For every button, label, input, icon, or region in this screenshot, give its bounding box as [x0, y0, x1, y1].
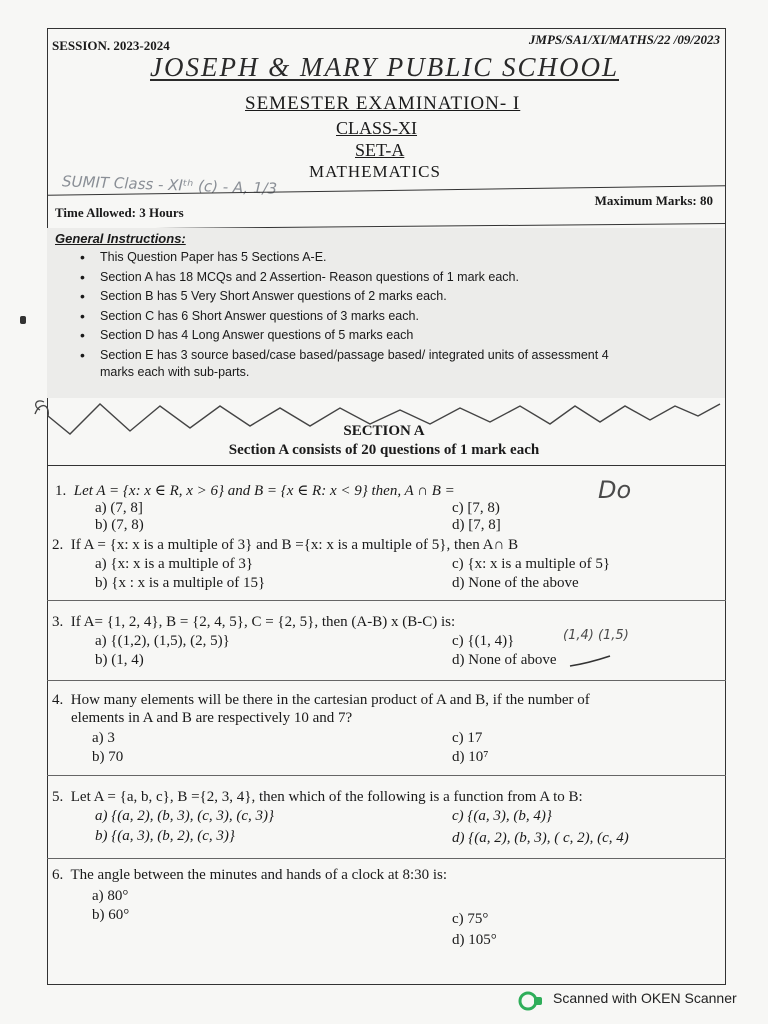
- student-handwriting: SUMIT Class - XIᵗʰ (c) - A, 1/3: [61, 172, 278, 198]
- instructions-title: General Instructions:: [55, 231, 186, 246]
- divider: [47, 680, 726, 681]
- school-name: JOSEPH & MARY PUBLIC SCHOOL: [150, 52, 619, 82]
- q2-option-d: d) None of the above: [452, 575, 579, 591]
- class-label: CLASS-XI: [336, 118, 418, 138]
- q3-option-a: a) {(1,2), (1,5), (2, 5)}: [95, 633, 230, 649]
- q1-option-c: c) [7, 8): [452, 500, 500, 516]
- handwritten-note: (1,4) (1,5): [563, 628, 629, 643]
- paper-code: JMPS/SA1/XI/MATHS/22 /09/2023: [528, 32, 720, 47]
- question-3: 3. If A= {1, 2, 4}, B = {2, 4, 5}, C = {2, 5}, then (A-B) x (B-C) is:: [52, 614, 456, 630]
- q1-option-d: d) [7, 8]: [452, 517, 501, 533]
- q2-option-c: c) {x: x is a multiple of 5}: [452, 556, 611, 572]
- exam-title: SEMESTER EXAMINATION- I: [245, 93, 521, 114]
- section-subtitle: Section A consists of 20 questions of 1 mark each: [228, 442, 540, 458]
- q6-option-a: a) 80°: [92, 888, 129, 904]
- q2-option-a: a) {x: x is a multiple of 3}: [95, 556, 254, 572]
- instruction-item-continued: marks each with sub-parts.: [100, 365, 250, 379]
- handwritten-note: Do: [598, 476, 632, 504]
- divider: [47, 858, 726, 859]
- divider: [47, 775, 726, 776]
- q4-option-c: c) 17: [452, 730, 483, 746]
- q5-option-b: b) {(a, 3), (b, 2), (c, 3)}: [95, 828, 235, 844]
- q5-option-c: c) {(a, 3), (b, 4)}: [452, 808, 552, 824]
- question-4: 4. How many elements will be there in the cartesian product of A and B, if the number of: [52, 692, 590, 708]
- question-5: 5. Let A = {a, b, c}, B ={2, 3, 4}, then which of the following is a function from A to B:: [52, 789, 583, 805]
- instruction-item: • Section C has 6 Short Answer questions of 3 marks each.: [80, 307, 609, 327]
- session-label: SESSION. 2023-2024: [52, 38, 170, 53]
- q6-option-c: c) 75°: [452, 911, 489, 927]
- instructions-list: [80, 248, 609, 365]
- q3-option-c: c) {(1, 4)}: [452, 633, 515, 649]
- instruction-item: • Section B has 5 Very Short Answer questions of 2 marks each.: [80, 287, 609, 307]
- q6-option-d: d) 105°: [452, 932, 497, 948]
- q2-option-b: b) {x : x is a multiple of 15}: [95, 575, 266, 591]
- q1-option-a: a) (7, 8]: [95, 500, 143, 516]
- q4-option-b: b) 70: [92, 749, 124, 765]
- instruction-item: • This Question Paper has 5 Sections A-E.: [80, 248, 609, 268]
- subject-label: MATHEMATICS: [309, 162, 441, 181]
- q4-option-a: a) 3: [92, 730, 115, 746]
- tick-mark-icon: [568, 654, 612, 670]
- binder-hole-icon: [20, 316, 26, 324]
- scanner-watermark: Scanned with OKEN Scanner: [553, 990, 737, 1006]
- section-title: SECTION A: [343, 423, 425, 439]
- time-allowed: Time Allowed: 3 Hours: [55, 205, 184, 220]
- question-1: 1. Let A = {x: x ∈ R, x > 6} and B = {x ∈ R: x < 9} then, A ∩ B =: [55, 483, 455, 499]
- question-4-continued: elements in A and B are respectively 10 and 7?: [71, 710, 353, 726]
- q5-option-a: a) {(a, 2), (b, 3), (c, 3), (c, 3)}: [95, 808, 275, 824]
- set-label: SET-A: [355, 140, 405, 160]
- q3-option-d: d) None of above: [452, 652, 557, 668]
- q3-option-b: b) (1, 4): [95, 652, 144, 668]
- q6-option-b: b) 60°: [92, 907, 130, 923]
- q5-option-d: d) {(a, 2), (b, 3), ( c, 2), (c, 4): [452, 830, 629, 846]
- instruction-item: • Section A has 18 MCQs and 2 Assertion- Reason questions of 1 mark each.: [80, 268, 609, 288]
- q1-option-b: b) (7, 8): [95, 517, 144, 533]
- question-6: 6. The angle between the minutes and hands of a clock at 8:30 is:: [52, 867, 448, 883]
- divider: [47, 465, 726, 466]
- instruction-item: • Section E has 3 source based/case based/passage based/ integrated units of assessment 4: [80, 346, 609, 366]
- instruction-item: • Section D has 4 Long Answer questions of 5 marks each: [80, 326, 609, 346]
- divider: [47, 600, 726, 601]
- oken-scanner-logo-icon: [518, 990, 544, 1012]
- question-2: 2. If A = {x: x is a multiple of 3} and B ={x: x is a multiple of 5}, then A∩ B: [52, 537, 519, 553]
- q4-option-d: d) 10⁷: [452, 749, 489, 765]
- maximum-marks: Maximum Marks: 80: [594, 193, 713, 208]
